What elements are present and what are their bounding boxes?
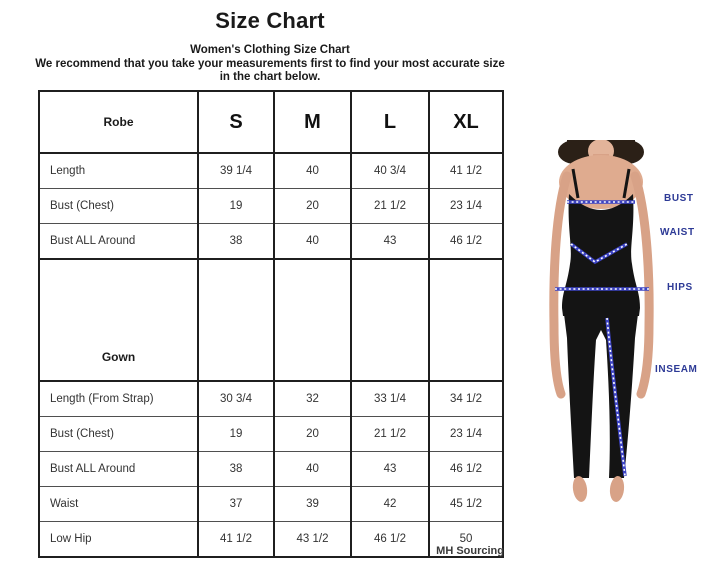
- row-label: Length (From Strap): [39, 381, 198, 417]
- table-row: [39, 189, 503, 224]
- section-header-gown: Gown: [39, 259, 198, 381]
- cell-value: 19: [198, 189, 274, 224]
- recommendation-text: We recommend that you take your measurements first to find your most accurate size in the chart below.: [35, 58, 505, 83]
- cell-value: 21 1/2: [351, 417, 429, 452]
- empty-cell: [274, 259, 351, 381]
- table-row: [39, 153, 503, 189]
- cell-value: 38: [198, 452, 274, 487]
- section-row-gown: [39, 259, 503, 381]
- cell-value: 43: [351, 452, 429, 487]
- cell-value: 19: [198, 417, 274, 452]
- size-chart-table: [38, 90, 504, 558]
- table-row: [39, 487, 503, 522]
- cell-value: 20: [274, 189, 351, 224]
- cell-value: 39 1/4: [198, 153, 274, 189]
- figure-feet: [571, 475, 625, 503]
- column-header-xl: XL: [429, 91, 503, 153]
- empty-cell: [198, 259, 274, 381]
- column-header-m: M: [274, 91, 351, 153]
- cell-value: 38: [198, 224, 274, 260]
- cell-value: 32: [274, 381, 351, 417]
- section-header-robe: Robe: [39, 91, 198, 153]
- table-row: [39, 381, 503, 417]
- cell-value: 40: [274, 153, 351, 189]
- cell-value: 50: [429, 522, 503, 558]
- cell-value: 43: [351, 224, 429, 260]
- cell-value: 20: [274, 417, 351, 452]
- row-label: Bust (Chest): [39, 417, 198, 452]
- row-label: Bust ALL Around: [39, 224, 198, 260]
- cell-value: 41 1/2: [198, 522, 274, 558]
- cell-value: 39: [274, 487, 351, 522]
- cell-value: 30 3/4: [198, 381, 274, 417]
- cell-value: 34 1/2: [429, 381, 503, 417]
- waist-label: WAIST: [660, 227, 695, 238]
- measurement-guide-figure: [527, 140, 719, 555]
- cell-value: 23 1/4: [429, 189, 503, 224]
- cell-value: 41 1/2: [429, 153, 503, 189]
- bust-label: BUST: [664, 193, 694, 204]
- cell-value: 33 1/4: [351, 381, 429, 417]
- cell-value: 23 1/4: [429, 417, 503, 452]
- cell-value: 42: [351, 487, 429, 522]
- empty-cell: [351, 259, 429, 381]
- column-header-s: S: [198, 91, 274, 153]
- page-title: Size Chart: [215, 8, 325, 33]
- cell-value: 46 1/2: [351, 522, 429, 558]
- table-row: [39, 224, 503, 260]
- table-row: [39, 452, 503, 487]
- figure-leggings: [564, 314, 638, 478]
- cell-value: 46 1/2: [429, 452, 503, 487]
- sourcing-credit: MH Sourcing: [436, 545, 504, 557]
- figure-camisole: [562, 194, 640, 316]
- page-subtitle: Women's Clothing Size Chart: [190, 44, 350, 56]
- column-header-l: L: [351, 91, 429, 153]
- woman-silhouette-image: [527, 140, 662, 510]
- inseam-label: INSEAM: [655, 364, 698, 375]
- empty-cell: [429, 259, 503, 381]
- cell-value: 40: [274, 452, 351, 487]
- cell-value: 37: [198, 487, 274, 522]
- cell-value: 40 3/4: [351, 153, 429, 189]
- row-label: Length: [39, 153, 198, 189]
- cell-value: 40: [274, 224, 351, 260]
- table-row: [39, 417, 503, 452]
- cell-value: 45 1/2: [429, 487, 503, 522]
- cell-value: 46 1/2: [429, 224, 503, 260]
- row-label: Low Hip: [39, 522, 198, 558]
- cell-value: 43 1/2: [274, 522, 351, 558]
- row-label: Bust (Chest): [39, 189, 198, 224]
- hips-label: HIPS: [667, 282, 693, 293]
- cell-value: 21 1/2: [351, 189, 429, 224]
- row-label: Waist: [39, 487, 198, 522]
- row-label: Bust ALL Around: [39, 452, 198, 487]
- table-header-row: [39, 91, 503, 153]
